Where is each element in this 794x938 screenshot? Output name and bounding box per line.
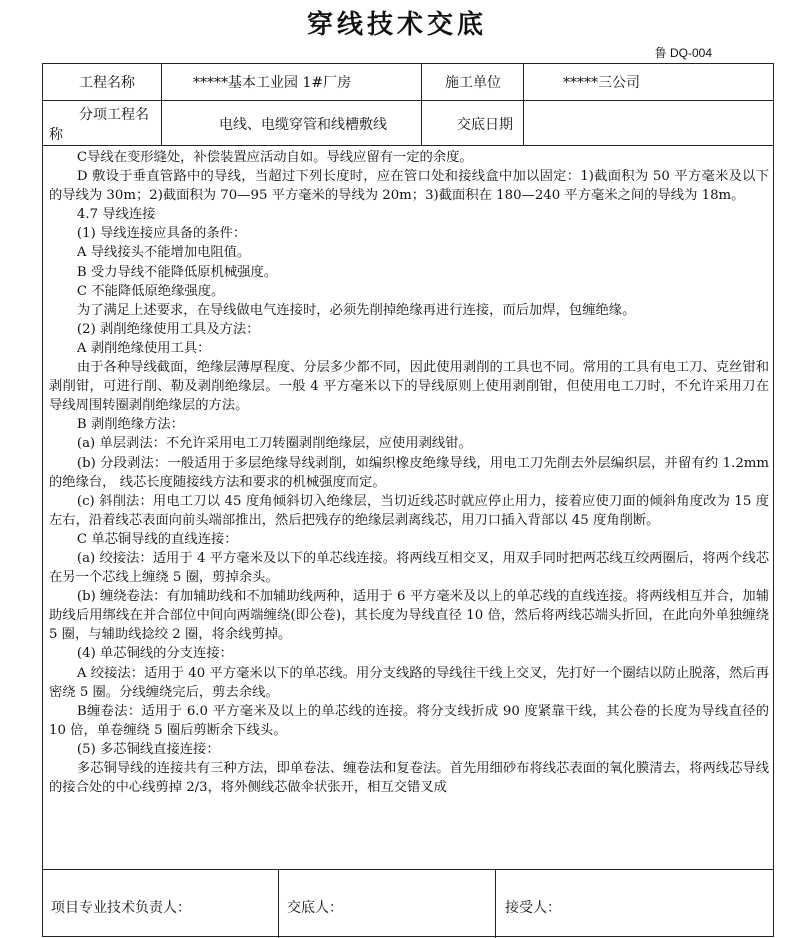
disclosure-date-label: 交底日期 [457, 117, 513, 133]
content-paragraph: C导线在变形缝处，补偿装置应活动自如。导线应留有一定的余度。 [76, 150, 473, 165]
content-paragraph: 为了满足上述要求，在导线做电气连接时，必须先削掉绝缘再进行连接，而后加焊，包缠绝缘。 [76, 302, 636, 318]
content-paragraph: (b) 缠绕卷法：有加辅助线和不加辅助线两种，适用于 6 平方毫米及以上的单芯线的直线连接。将两线相互并合，加辅助线后用绑线在并合部位中间向两端缠绕(即公卷)，其长度为导线直径 10 倍，然后将两线芯端头折回，在此向外单独缠绕 5 圈，与辅助线捻绞 2 圈，将余线剪掉。 [49, 589, 769, 643]
discloser-signature-label: 交底人： [287, 900, 343, 916]
contractor-label: 施工单位 [445, 75, 501, 91]
column-divider [523, 64, 524, 145]
project-name-label: 工程名称 [79, 75, 135, 91]
content-paragraph: A 导线接头不能增加电阻值。 [76, 245, 251, 261]
row-divider [43, 100, 773, 101]
contractor-value: *****三公司 [563, 75, 640, 91]
receiver-signature-label: 接受人： [505, 900, 561, 916]
content-paragraph: (a) 绞接法：适用于 4 平方毫米及以下的单芯线连接。将两线互相交叉，用双手同时把两芯线互绞两圈后，将两个线芯在另一个芯线上缠绕 5 圈，剪掉余头。 [49, 550, 769, 586]
project-name-value: *****基本工业园 1#厂房 [193, 75, 352, 91]
document-number: 鲁 DQ-004 [654, 46, 712, 60]
content-paragraph: (4) 单芯铜线的分支连接： [76, 646, 233, 662]
disclosure-table [42, 63, 774, 937]
content-paragraph: B 受力导线不能降低原机械强度。 [76, 264, 278, 280]
content-paragraph: B 剥削绝缘方法： [76, 417, 184, 433]
row-divider [43, 145, 773, 146]
column-divider [421, 64, 422, 145]
content-paragraph: (a) 单层剥法：不允许采用电工刀转圈剥削绝缘层，应使用剥线钳。 [76, 436, 472, 452]
content-paragraph: C 单芯铜导线的直线连接： [76, 531, 238, 547]
content-paragraph: (2) 剥削绝缘使用工具及方法： [76, 321, 260, 337]
content-paragraph: (1) 导线连接应具备的条件： [76, 226, 247, 242]
content-paragraph: B缠卷法：适用于 6.0 平方毫米及以上的单芯线的连接。将分支线折成 90 度紧靠干线，其公卷的长度为导线直径的 10 倍，单卷缠绕 5 圈后剪断余下线头。 [49, 703, 769, 738]
document-title: 穿线技术交底 [306, 10, 487, 40]
content-paragraph: (c) 斜削法：用电工刀以 45 度角倾斜切入绝缘层，当切近线芯时就应停止用力，接着应使刀面的倾斜角度改为 15 度左右，沿着线芯表面向前头端部推出，然后把残存的绝缘层剥离线芯，用刀口插入背部以 45 度角削断。 [49, 493, 769, 528]
tech-lead-signature-label: 项目专业技术负责人： [51, 900, 191, 916]
subproject-label-line2: 称 [49, 127, 63, 143]
content-paragraph: A 绞接法：适用于 40 平方毫米以下的单芯线。用分支线路的导线往干线上交叉，先打好一个圈结以防止脱落，然后再密绕 5 圈。分线缠绕完后，剪去余线。 [49, 665, 769, 700]
subproject-label-line1: 分项工程名 [79, 107, 149, 123]
column-divider [161, 64, 162, 145]
subproject-value: 电线、电缆穿管和线槽敷线 [219, 117, 387, 133]
content-paragraph: D 敷设于垂直管路中的导线，当超过下列长度时，应在管口处和接线盒中加以固定：1)截面积为 50 平方毫米及以下的导线为 30m；2)截面积为 70—95 平方毫米的导线为 20m；3)截面积在 180—240 平方毫米之间的导线为 18m。 [49, 169, 769, 204]
content-paragraph: (5) 多芯铜线直接连接： [76, 741, 220, 757]
content-paragraph: 多芯铜导线的连接共有三种方法，即单卷法、缠卷法和复卷法。首先用细砂布将线芯表面的氧化膜清去，将两线芯导线的接合处的中心线剪掉 2/3，将外侧线芯做伞状张开，相互交错叉成 [49, 761, 769, 796]
content-paragraph: C 不能降低原绝缘强度。 [76, 283, 225, 299]
content-paragraph: (b) 分段剥法：一般适用于多层绝缘导线剥削，如编织橡皮绝缘导线，用电工刀先削去外层编织层，并留有约 1.2mm 的绝缘台， 线芯长度随接线方法和要求的机械强度而定。 [49, 455, 769, 490]
disclosure-content [43, 148, 775, 918]
content-paragraph: A 剥削绝缘使用工具： [76, 340, 211, 356]
section-heading: 4.7 导线连接 [76, 207, 156, 223]
content-paragraph: 由于各种导线截面，绝缘层薄厚程度、分层多少都不同，因此使用剥削的工具也不同。常用的工具有电工刀、克丝钳和剥削钳，可进行削、勒及剥削绝缘层。一般 4 平方毫米以下的导线原则上使用剥削钳，但使用电工刀时，不允许采用刀在导线周围转圈剥削绝缘层的方法。 [49, 360, 769, 414]
